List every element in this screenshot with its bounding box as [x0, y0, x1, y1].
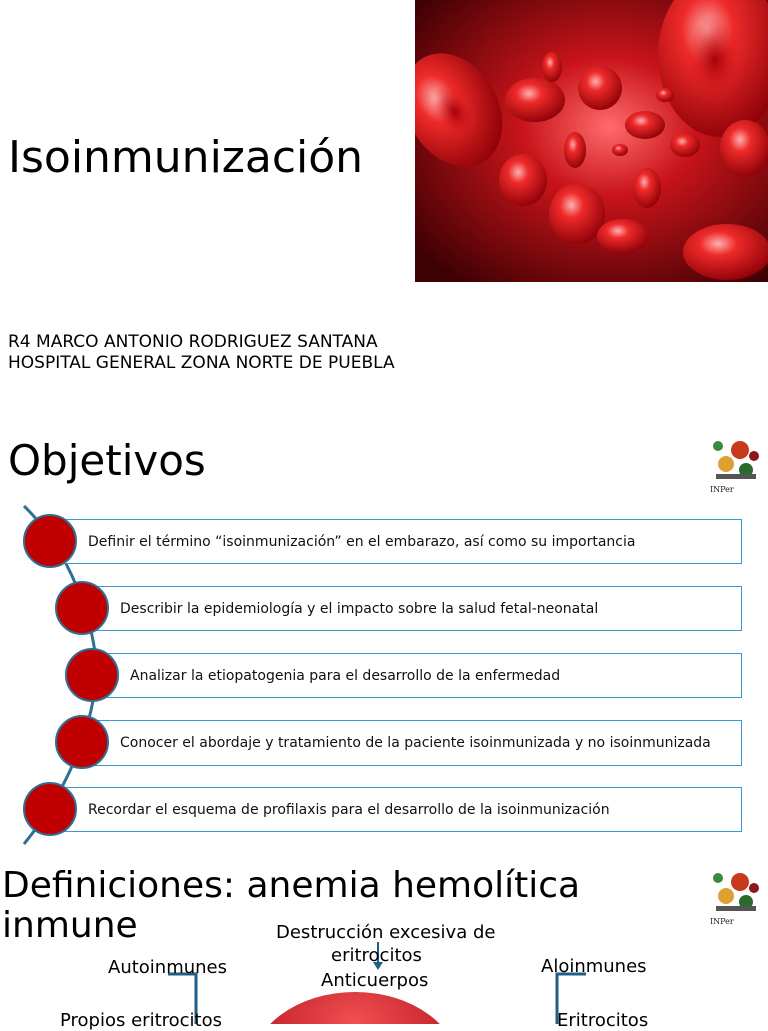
- author-name: R4 MARCO ANTONIO RODRIGUEZ SANTANA: [8, 332, 378, 352]
- objective-bullet-3: [65, 648, 119, 702]
- objective-bullet-5: [23, 782, 77, 836]
- inper-logo-mark: [706, 868, 762, 926]
- erythrocytes-label: Eritrocitos: [557, 1010, 649, 1031]
- blood-cells-image: [415, 0, 768, 282]
- objective-item-4: [82, 720, 742, 766]
- inper-logo: [706, 868, 762, 926]
- slide-title: Isoinmunización: [8, 132, 364, 183]
- alloimmune-label: Aloinmunes: [541, 956, 647, 977]
- inper-logo-mark: [706, 436, 762, 494]
- definitions-title-line1: Definiciones: anemia hemolítica: [2, 865, 581, 906]
- objective-item-3: [92, 653, 742, 698]
- definitions-title-line2: inmune: [2, 905, 138, 946]
- destruction-text-2: eritrocitos: [331, 945, 422, 966]
- autoimmune-label: Autoinmunes: [108, 957, 228, 978]
- objective-text: Conocer el abordaje y tratamiento de la paciente isoinmunizada y no isoinmunizada: [120, 735, 711, 751]
- inper-logo: [706, 436, 762, 494]
- objectives-title: Objetivos: [8, 436, 206, 485]
- hospital-name: HOSPITAL GENERAL ZONA NORTE DE PUEBLA: [8, 353, 395, 373]
- objective-text: Definir el término “isoinmunización” en el embarazo, así como su importancia: [88, 533, 636, 550]
- objective-item-1: [50, 519, 742, 564]
- own-erythrocytes-label: Propios eritrocitos: [60, 1010, 222, 1031]
- antibodies-label: Anticuerpos: [321, 970, 429, 991]
- objective-item-2: [82, 586, 742, 631]
- objective-bullet-4: [55, 715, 109, 769]
- objective-item-5: [50, 787, 742, 832]
- logo-label: INPer: [710, 485, 734, 494]
- destruction-text: Destrucción excesiva de: [276, 922, 496, 943]
- title-slide: [0, 0, 768, 410]
- objective-text: Describir la epidemiología y el impacto sobre la salud fetal-neonatal: [120, 600, 599, 617]
- objective-text: Recordar el esquema de profilaxis para el desarrollo de la isoinmunización: [88, 801, 610, 818]
- logo-label: INPer: [710, 917, 734, 926]
- objective-bullet-2: [55, 581, 109, 635]
- objective-bullet-1: [23, 514, 77, 568]
- blood-cells-illustration: [415, 0, 768, 282]
- objective-text: Analizar la etiopatogenia para el desarrollo de la enfermedad: [130, 667, 561, 684]
